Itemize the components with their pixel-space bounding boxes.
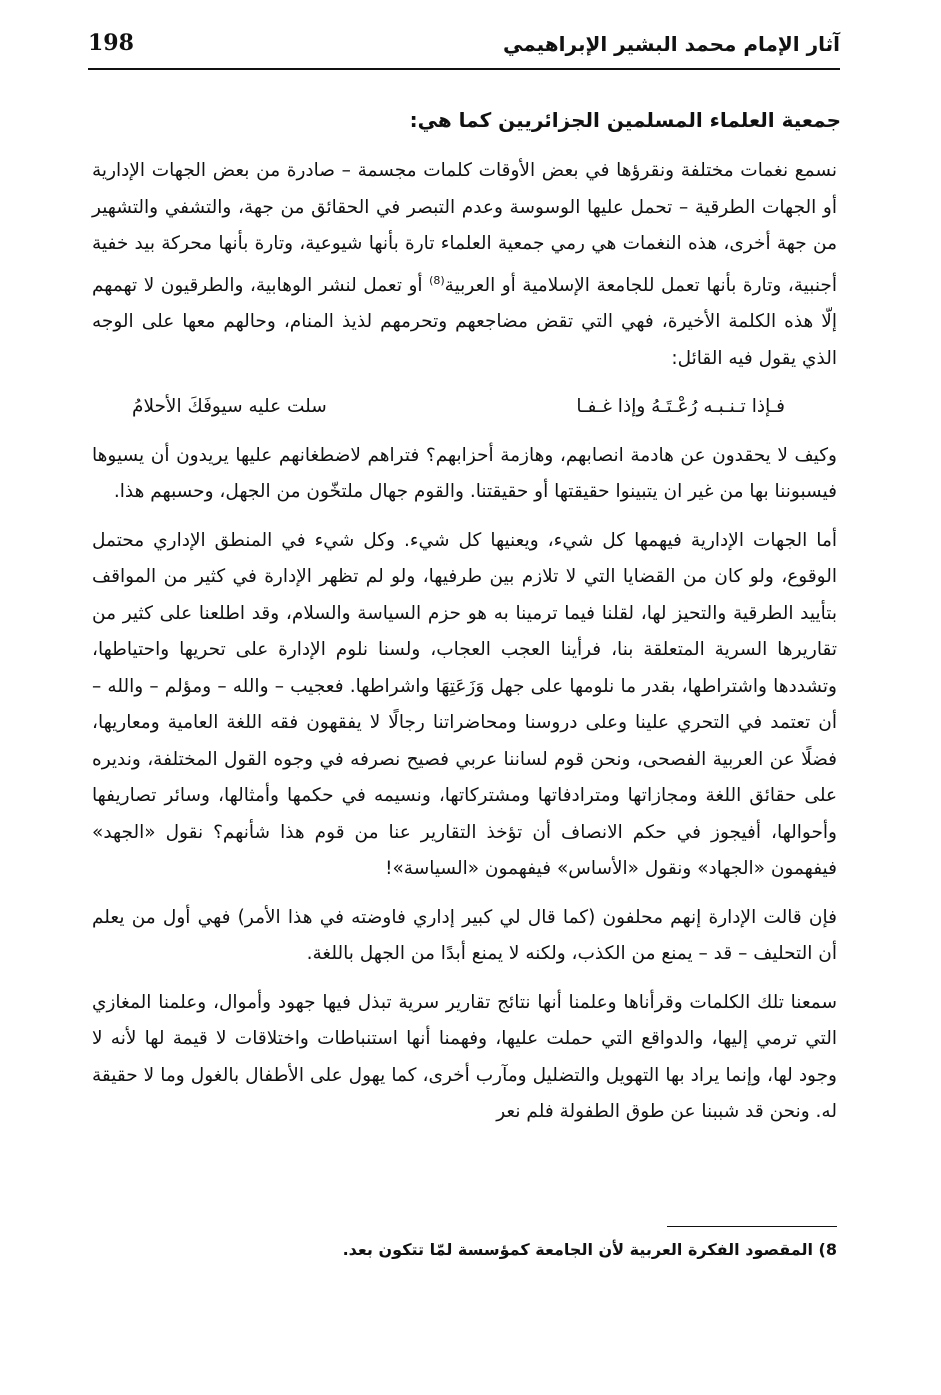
verse-second-hemistich: سلت عليه سيوفَكَ الأحلامُ bbox=[132, 396, 327, 418]
section-title: جمعية العلماء المسلمين الجزائريين كما هي: bbox=[409, 108, 841, 132]
footnote bbox=[92, 1240, 837, 1259]
paragraph-5: سمعنا تلك الكلمات وقرأناها وعلمنا أنها نتائج تقارير سرية تبذل فيها جهود وأموال، وعلمنا المغازي التي ترمي إليها، والدواقع التي حملت عليها، وفهمنا أنها استنباطات واختلاقات لا قيمة لها لأنه لا وجود لها، وإنما يراد بها التهويل والتضليل ومآرب أخرى، كما يهول على الأطفال بالغول وما لا حقيقة له. ونحن قد شببنا عن طوق الطفولة فلم نعر bbox=[92, 991, 837, 1123]
page-header bbox=[88, 28, 840, 70]
running-title: آثار الإمام محمد البشير الإبراهيمي bbox=[502, 32, 840, 56]
footnote-ref: (8) bbox=[429, 273, 445, 287]
paragraph-1-part-a: نسمع نغمات مختلفة ونقرؤها في بعض الأوقات كلمات مجسمة – صادرة من بعض الجهات الإدارية أو الجهات الطرقية – تحمل عليها الوسوسة وعدم التبصر في الحقائق من جهة، والتشفي والتشهير من جهة أخرى، هذه النغمات هي رمي جمعية العلماء تارة بأنها شيوعية، وتارة بأنها محركة بيد خفية أجنبية، وتارة بأنها تعمل للجامعة الإسلامية أو العربية bbox=[92, 160, 837, 296]
paragraph-4: فإن قالت الإدارة إنهم محلفون (كما قال لي كبير إداري فاوضته في هذا الأمر) فهي أول من يعلم أن التحليف – قد – يمنع من الكذب، ولكنه لا يمنع أبدًا من الجهل باللغة. bbox=[92, 906, 837, 965]
page-number: 198 bbox=[88, 30, 134, 56]
poetry-verse bbox=[92, 389, 837, 426]
paragraph-1 bbox=[92, 153, 837, 377]
verse-first-hemistich: فـإذا تـنـبـه رُعْـتَـهُ وإذا غـفـا bbox=[576, 396, 785, 418]
paragraph-3: أما الجهات الإدارية فيهمها كل شيء، ويعنيها كل شيء. وكل شيء في المنطق الإداري محتمل الوقوع، ولو كان من القضايا التي لا تلازم بين طرفيها، ولو لم تظهر الإدارة في كثير من المواقف بتأييد الطرقية والتحيز لها، لقلنا فيما ترمينا به هو حزم السياسة والسلام، وقد اطلعنا على كثير من تقاريرها السرية المتعلقة بنا، فرأينا العجب العجاب، ولسنا نلوم الإدارة على تحريها واحتياطها، وتشددها واشتراطها، بقدر ما نلومها على جهل وَزَعَتِهَا واشراطها. فعجيب – والله – ومؤلم – والله – أن تعتمد في التحري علينا وعلى دروسنا ومحاضراتنا رجالًا لا يفقهون فقه اللغة العامية ومعاريها، فضلًا عن العربية الفصحى، ونحن قوم لساننا عربي فصيح نصرفه في وجوه القول المختلفة، ونديره على حقائق اللغة ومجازاتها ومترادفاتها ومشتركاتها، ونسيمه في حكمها وأمثالها، وسائر تصاريفها وأحوالها، أفيجوز في حكم الانصاف أن تؤخذ التقارير عنا من قوم هذا شأنهم؟ نقول «الجهد» فيفهمون «الجهاد» ونقول «الأساس» فيفهمون «السياسة»! bbox=[92, 529, 837, 880]
paragraph-2: وكيف لا يحقدون عن هادمة انصابهم، وهازمة أحزابهم؟ فتراهم لاضطغانهم عليها يريدون أن يسيوها فيسبوننا بها من غير ان يتبينوا حقيقتها أو حقيقتنا. والقوم جهال ملتخّون من الجهل، وحسبهم هذا. bbox=[92, 444, 837, 503]
footnote-text: المقصود الفكرة العربية لأن الجامعة كمؤسسة لمّا تتكون بعد. bbox=[342, 1240, 813, 1259]
paragraph-1-part-b: أو تعمل لنشر الوهابية، والطرقيون لا تهمهم إلّا هذه الكلمة الأخيرة، فهي التي تقض مضاجعهم وتحرمهم لذيذ المنام، وحالهم معها على الوجه الذي يقول فيه القائل: bbox=[92, 274, 837, 369]
footnote-divider bbox=[667, 1226, 837, 1227]
body-text bbox=[92, 153, 837, 1143]
footnote-marker: 8) bbox=[818, 1240, 837, 1259]
